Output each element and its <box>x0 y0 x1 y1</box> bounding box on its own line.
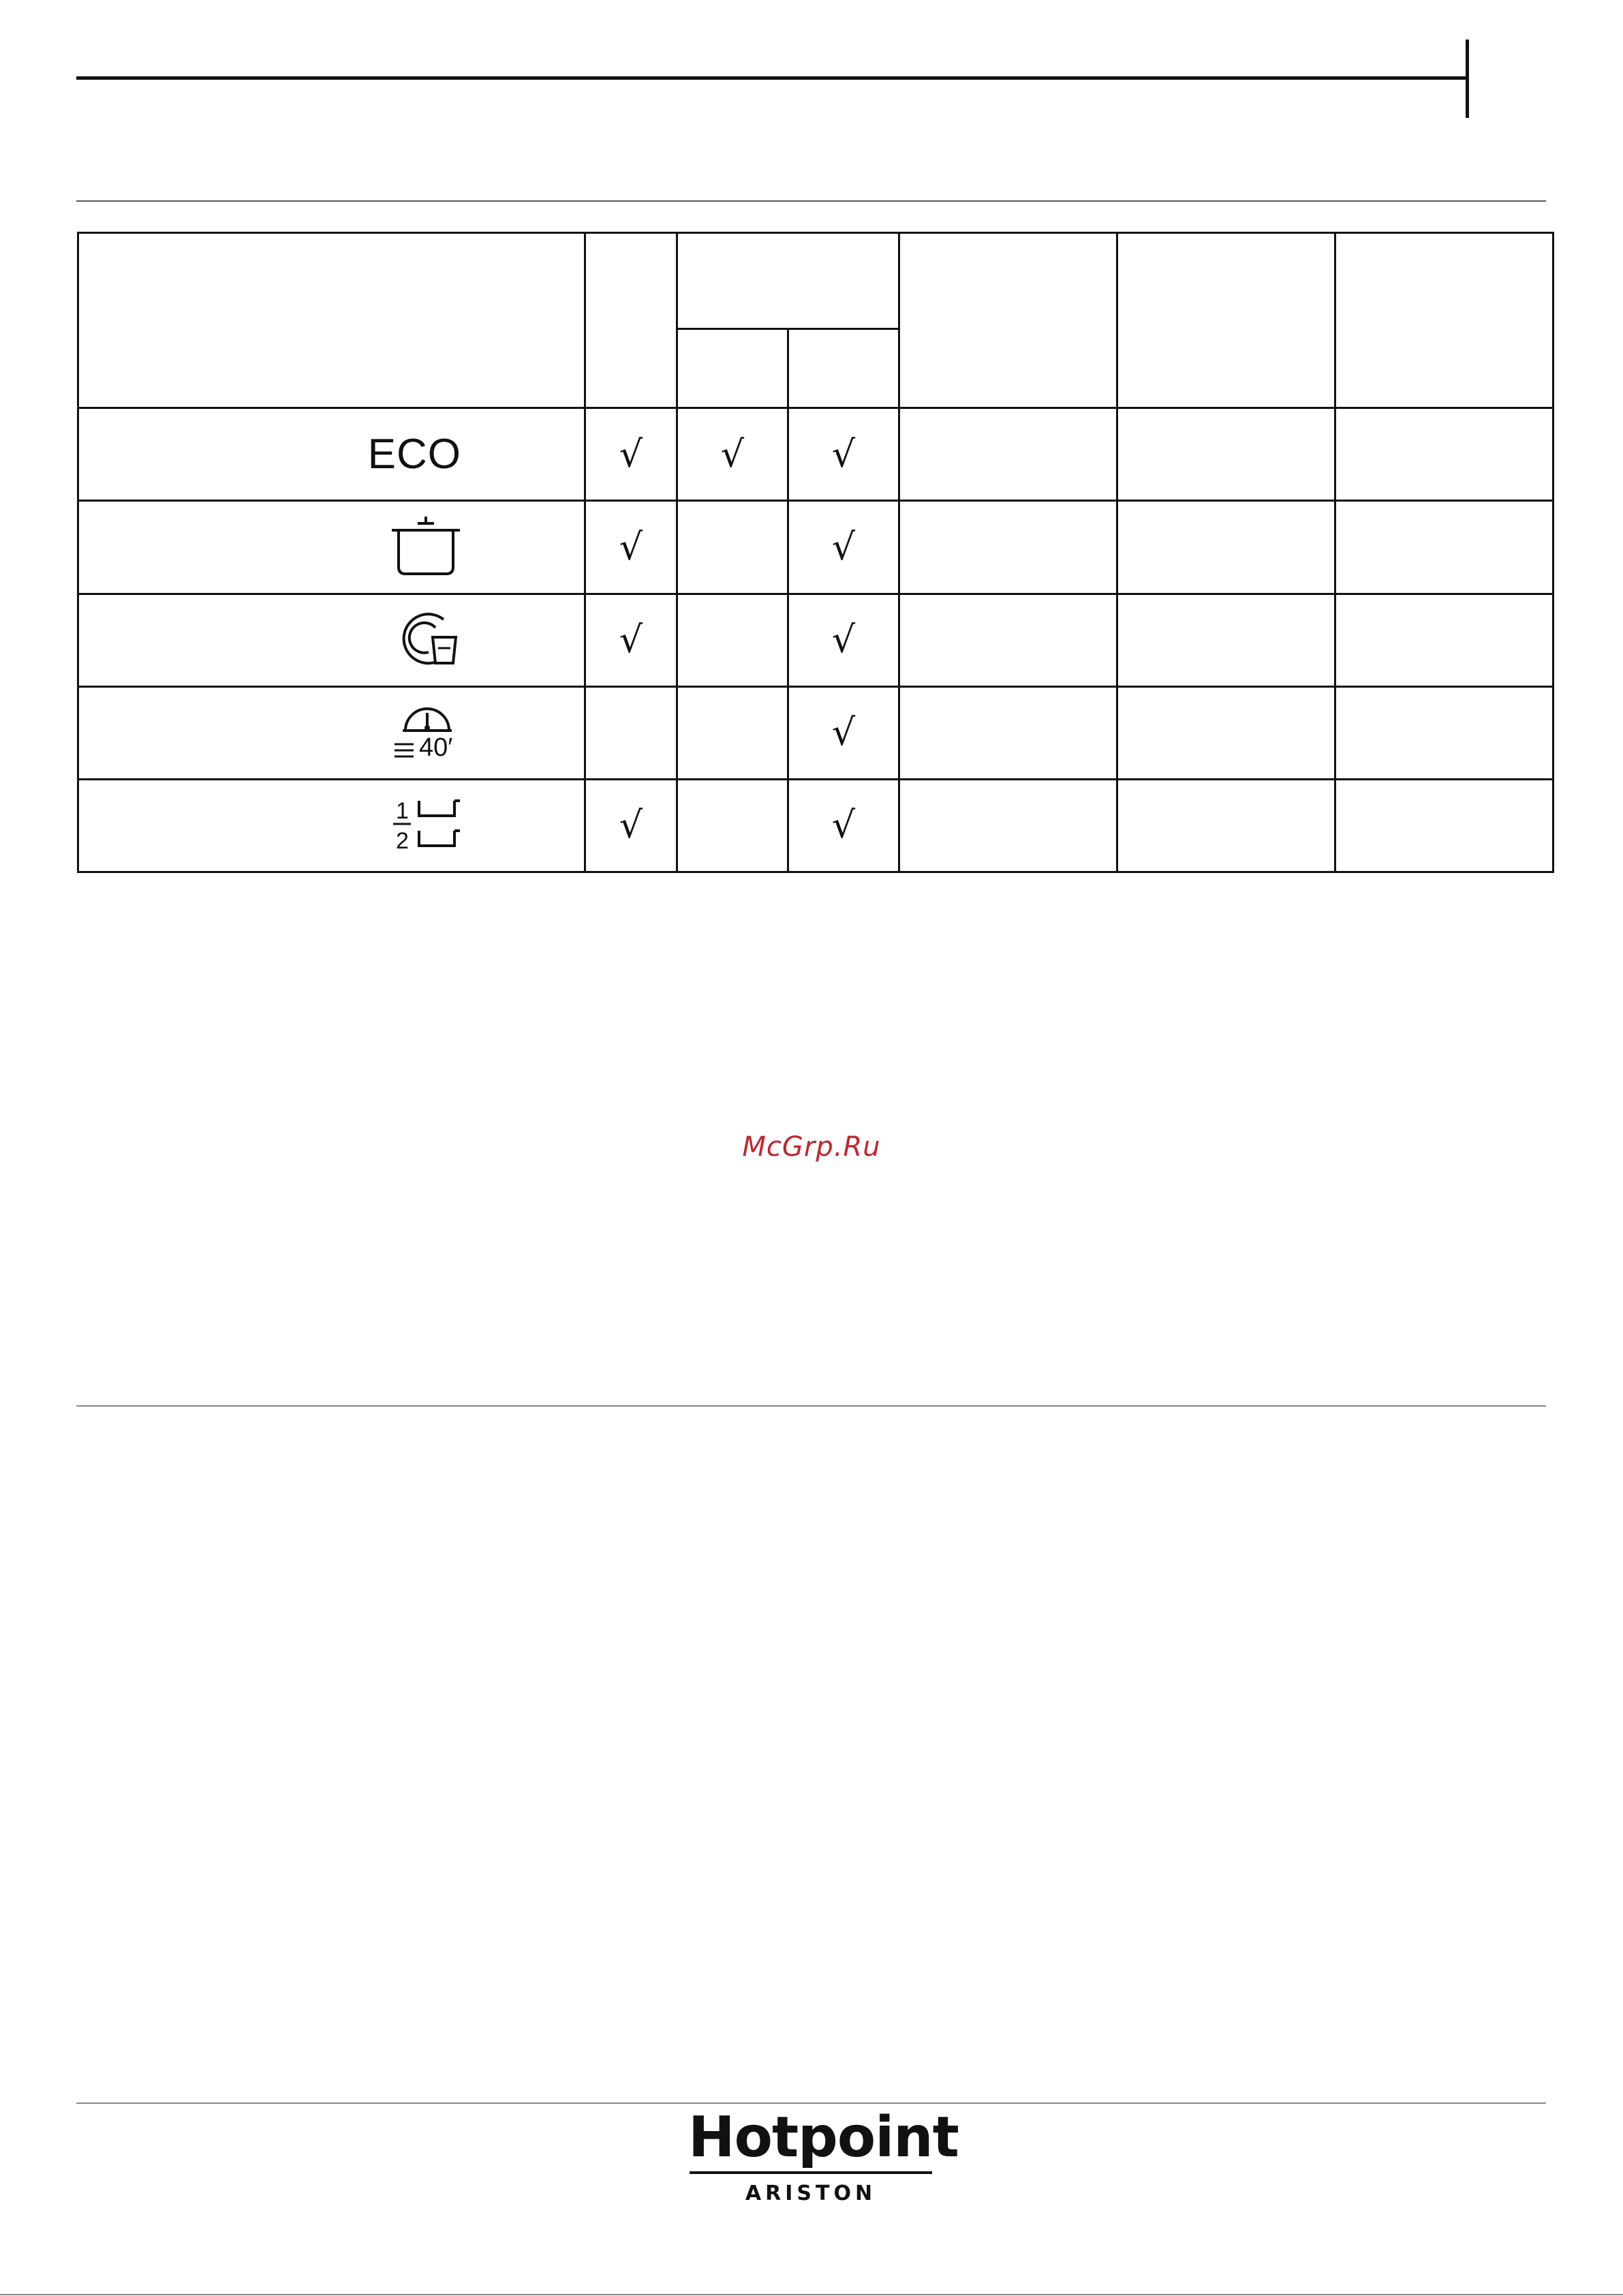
program-symbol-cell <box>78 501 585 594</box>
check-cell <box>788 779 899 872</box>
eco-label: ECO <box>367 431 461 478</box>
table-cell <box>1335 779 1554 872</box>
check-cell <box>677 594 788 686</box>
express-40-label: 40′ <box>419 733 453 763</box>
header-rule <box>76 200 1546 202</box>
table-cell <box>1117 501 1335 594</box>
svg-text:2: 2 <box>396 827 409 853</box>
header-cell <box>1335 233 1554 408</box>
program-symbol-cell <box>78 779 585 872</box>
subheader-cell <box>788 329 899 408</box>
table-row <box>78 594 1554 686</box>
check-mark: √ <box>619 525 643 568</box>
top-rule <box>76 76 1468 80</box>
check-mark: √ <box>619 803 643 847</box>
check-cell <box>677 779 788 872</box>
top-tick <box>1466 40 1469 118</box>
header-cell <box>1117 233 1335 408</box>
check-cell <box>585 686 677 779</box>
table-cell <box>1117 594 1335 686</box>
logo-divider <box>690 2171 932 2174</box>
footer-rule <box>76 2102 1546 2104</box>
table-cell <box>899 501 1117 594</box>
check-mark: √ <box>831 525 856 568</box>
brand-logo <box>688 2105 959 2222</box>
header-cell <box>78 233 585 408</box>
program-symbol-cell <box>78 594 585 686</box>
table-cell <box>899 594 1117 686</box>
pot-icon <box>390 514 461 580</box>
half-load-icon <box>393 795 461 856</box>
subheader-cell <box>677 329 788 408</box>
check-cell <box>788 686 899 779</box>
check-mark: √ <box>619 618 643 662</box>
check-cell <box>788 594 899 686</box>
table-header-row <box>78 233 1554 329</box>
plate-glass-icon <box>399 610 461 671</box>
table-cell <box>1335 501 1554 594</box>
program-symbol-cell <box>78 408 585 501</box>
table-cell <box>1335 408 1554 501</box>
header-cell <box>585 233 677 408</box>
table-row <box>78 501 1554 594</box>
check-cell <box>788 501 899 594</box>
express-40-icon <box>393 703 461 762</box>
watermark-link[interactable]: McGrp.Ru <box>742 1131 881 1163</box>
table-cell <box>1335 594 1554 686</box>
table-cell <box>899 779 1117 872</box>
logo-subtitle: ARISTON <box>745 2182 877 2205</box>
check-mark: √ <box>831 711 856 754</box>
table-cell <box>1335 686 1554 779</box>
svg-text:1: 1 <box>396 797 409 824</box>
bottom-rule <box>0 2294 1623 2295</box>
table-cell <box>899 686 1117 779</box>
check-cell <box>585 779 677 872</box>
check-mark: √ <box>831 432 856 476</box>
table-cell <box>1117 779 1335 872</box>
program-table <box>77 232 1554 873</box>
table-cell <box>899 408 1117 501</box>
check-mark: √ <box>831 618 856 662</box>
header-cell <box>899 233 1117 408</box>
check-mark: √ <box>720 432 745 476</box>
table-cell <box>1117 686 1335 779</box>
table-row <box>78 408 1554 501</box>
table-row <box>78 779 1554 872</box>
check-mark: √ <box>831 803 856 847</box>
table-cell <box>1117 408 1335 501</box>
logo-name: Hotpoint <box>688 2105 959 2170</box>
check-cell <box>677 501 788 594</box>
header-cell <box>677 233 899 329</box>
program-symbol-cell <box>78 686 585 779</box>
table-row <box>78 686 1554 779</box>
check-cell <box>585 594 677 686</box>
check-cell <box>677 686 788 779</box>
check-mark: √ <box>619 432 643 476</box>
section-rule <box>76 1405 1546 1407</box>
check-cell <box>788 408 899 501</box>
check-cell <box>585 408 677 501</box>
check-cell <box>677 408 788 501</box>
check-cell <box>585 501 677 594</box>
